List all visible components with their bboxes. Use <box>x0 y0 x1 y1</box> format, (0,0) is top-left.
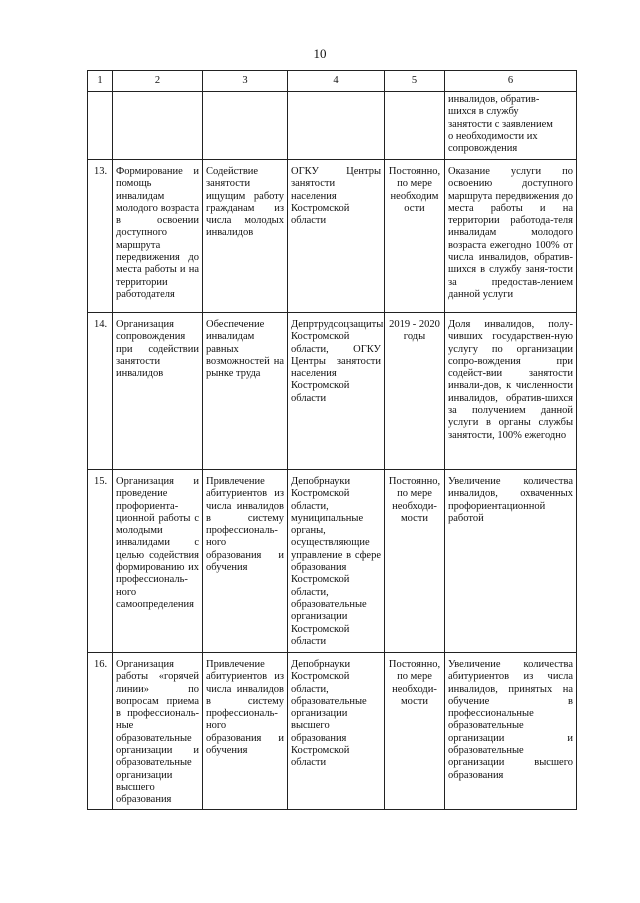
executor-cell: Депобрнауки Костромской области, муниципальные органы, осуществляющие управление в сфере образования Костромской области, образовательные организации Костромской области <box>288 470 385 653</box>
table-row <box>88 160 577 313</box>
action-cell: Организация сопровождения при содействии занятости инвалидов <box>113 313 203 470</box>
term-cell: Постоянно, по мере необходи-мости <box>385 470 445 653</box>
result-cell: Оказание услуги по освоению доступного маршрута передвижения до места работы и на территории работода-теля инвалидам молодого возраста ежегодно 100% от числа инвалидов, обратив-шихся в службу заня-тости за предостав-лением данной услуги <box>445 160 577 313</box>
row-number-cell: 15. <box>88 470 113 653</box>
header-cell: 2 <box>113 71 203 92</box>
measures-table <box>87 70 577 810</box>
result-cell: Увеличение количества абитуриентов из числа инвалидов, принятых на обучение в профессиональные образовательные организации и образовательные организации высшего образования <box>445 653 577 810</box>
term-cell: Постоянно, по мере необходи-мости <box>385 653 445 810</box>
content-cell: Содействие занятости ищущим работу гражданам из числа молодых инвалидов <box>203 160 288 313</box>
header-cell: 5 <box>385 71 445 92</box>
action-cell: Организация работы «горячей линии» по вопросам приема в профессиональ-ные образовательные организации и образовательные организации высшего образования <box>113 653 203 810</box>
content-cell: Привлечение абитуриентов из числа инвалидов в систему профессиональ-ного образования и обучения <box>203 470 288 653</box>
row-number-cell: 14. <box>88 313 113 470</box>
executor-cell: Депртрудсоцзащиты Костромской области, ОГКУ Центры занятости населения Костромской области <box>288 313 385 470</box>
row-number-cell: 16. <box>88 653 113 810</box>
row-number-cell: 13. <box>88 160 113 313</box>
header-cell: 4 <box>288 71 385 92</box>
action-cell: Организация и проведение профориента-ционной работы с молодыми инвалидами с целью содействия формированию их профессиональ-ного самоопределения <box>113 470 203 653</box>
table-header-row <box>88 71 577 92</box>
header-cell: 1 <box>88 71 113 92</box>
result-cell: инвалидов, обратив- шихся в службу занятости с заявлением о необходимости их сопровождения <box>445 92 577 160</box>
action-cell <box>113 92 203 160</box>
result-cell: Доля инвалидов, полу-чивших государствен-ную услугу по организации сопро-вождения при содейст-вии занятости инвали-дов, к численности инвалидов, обратив-шихся за получением данной услуги в органы службы занятости, 100% ежегодно <box>445 313 577 470</box>
content-cell <box>203 92 288 160</box>
term-cell: Постоянно, по мере необходим ости <box>385 160 445 313</box>
table-row <box>88 313 577 470</box>
content-cell: Обеспечение инвалидам равных возможностей на рынке труда <box>203 313 288 470</box>
result-cell: Увеличение количества инвалидов, охваченных профориентационной работой <box>445 470 577 653</box>
executor-cell <box>288 92 385 160</box>
term-cell: 2019 - 2020 годы <box>385 313 445 470</box>
table-row <box>88 92 577 160</box>
executor-cell: Депобрнауки Костромской области, образовательные организации высшего образования Костромской области <box>288 653 385 810</box>
term-cell <box>385 92 445 160</box>
header-cell: 6 <box>445 71 577 92</box>
header-cell: 3 <box>203 71 288 92</box>
table-row <box>88 653 577 810</box>
row-number-cell <box>88 92 113 160</box>
page-number: 10 <box>313 46 327 61</box>
table-row <box>88 470 577 653</box>
executor-cell: ОГКУ Центры занятости населения Костромской области <box>288 160 385 313</box>
content-cell: Привлечение абитуриентов из числа инвалидов в систему профессиональ-ного образования и обучения <box>203 653 288 810</box>
action-cell: Формирование и помощь инвалидам молодого возраста в освоении доступного маршрута передвижения до места работы и на территории работодателя <box>113 160 203 313</box>
